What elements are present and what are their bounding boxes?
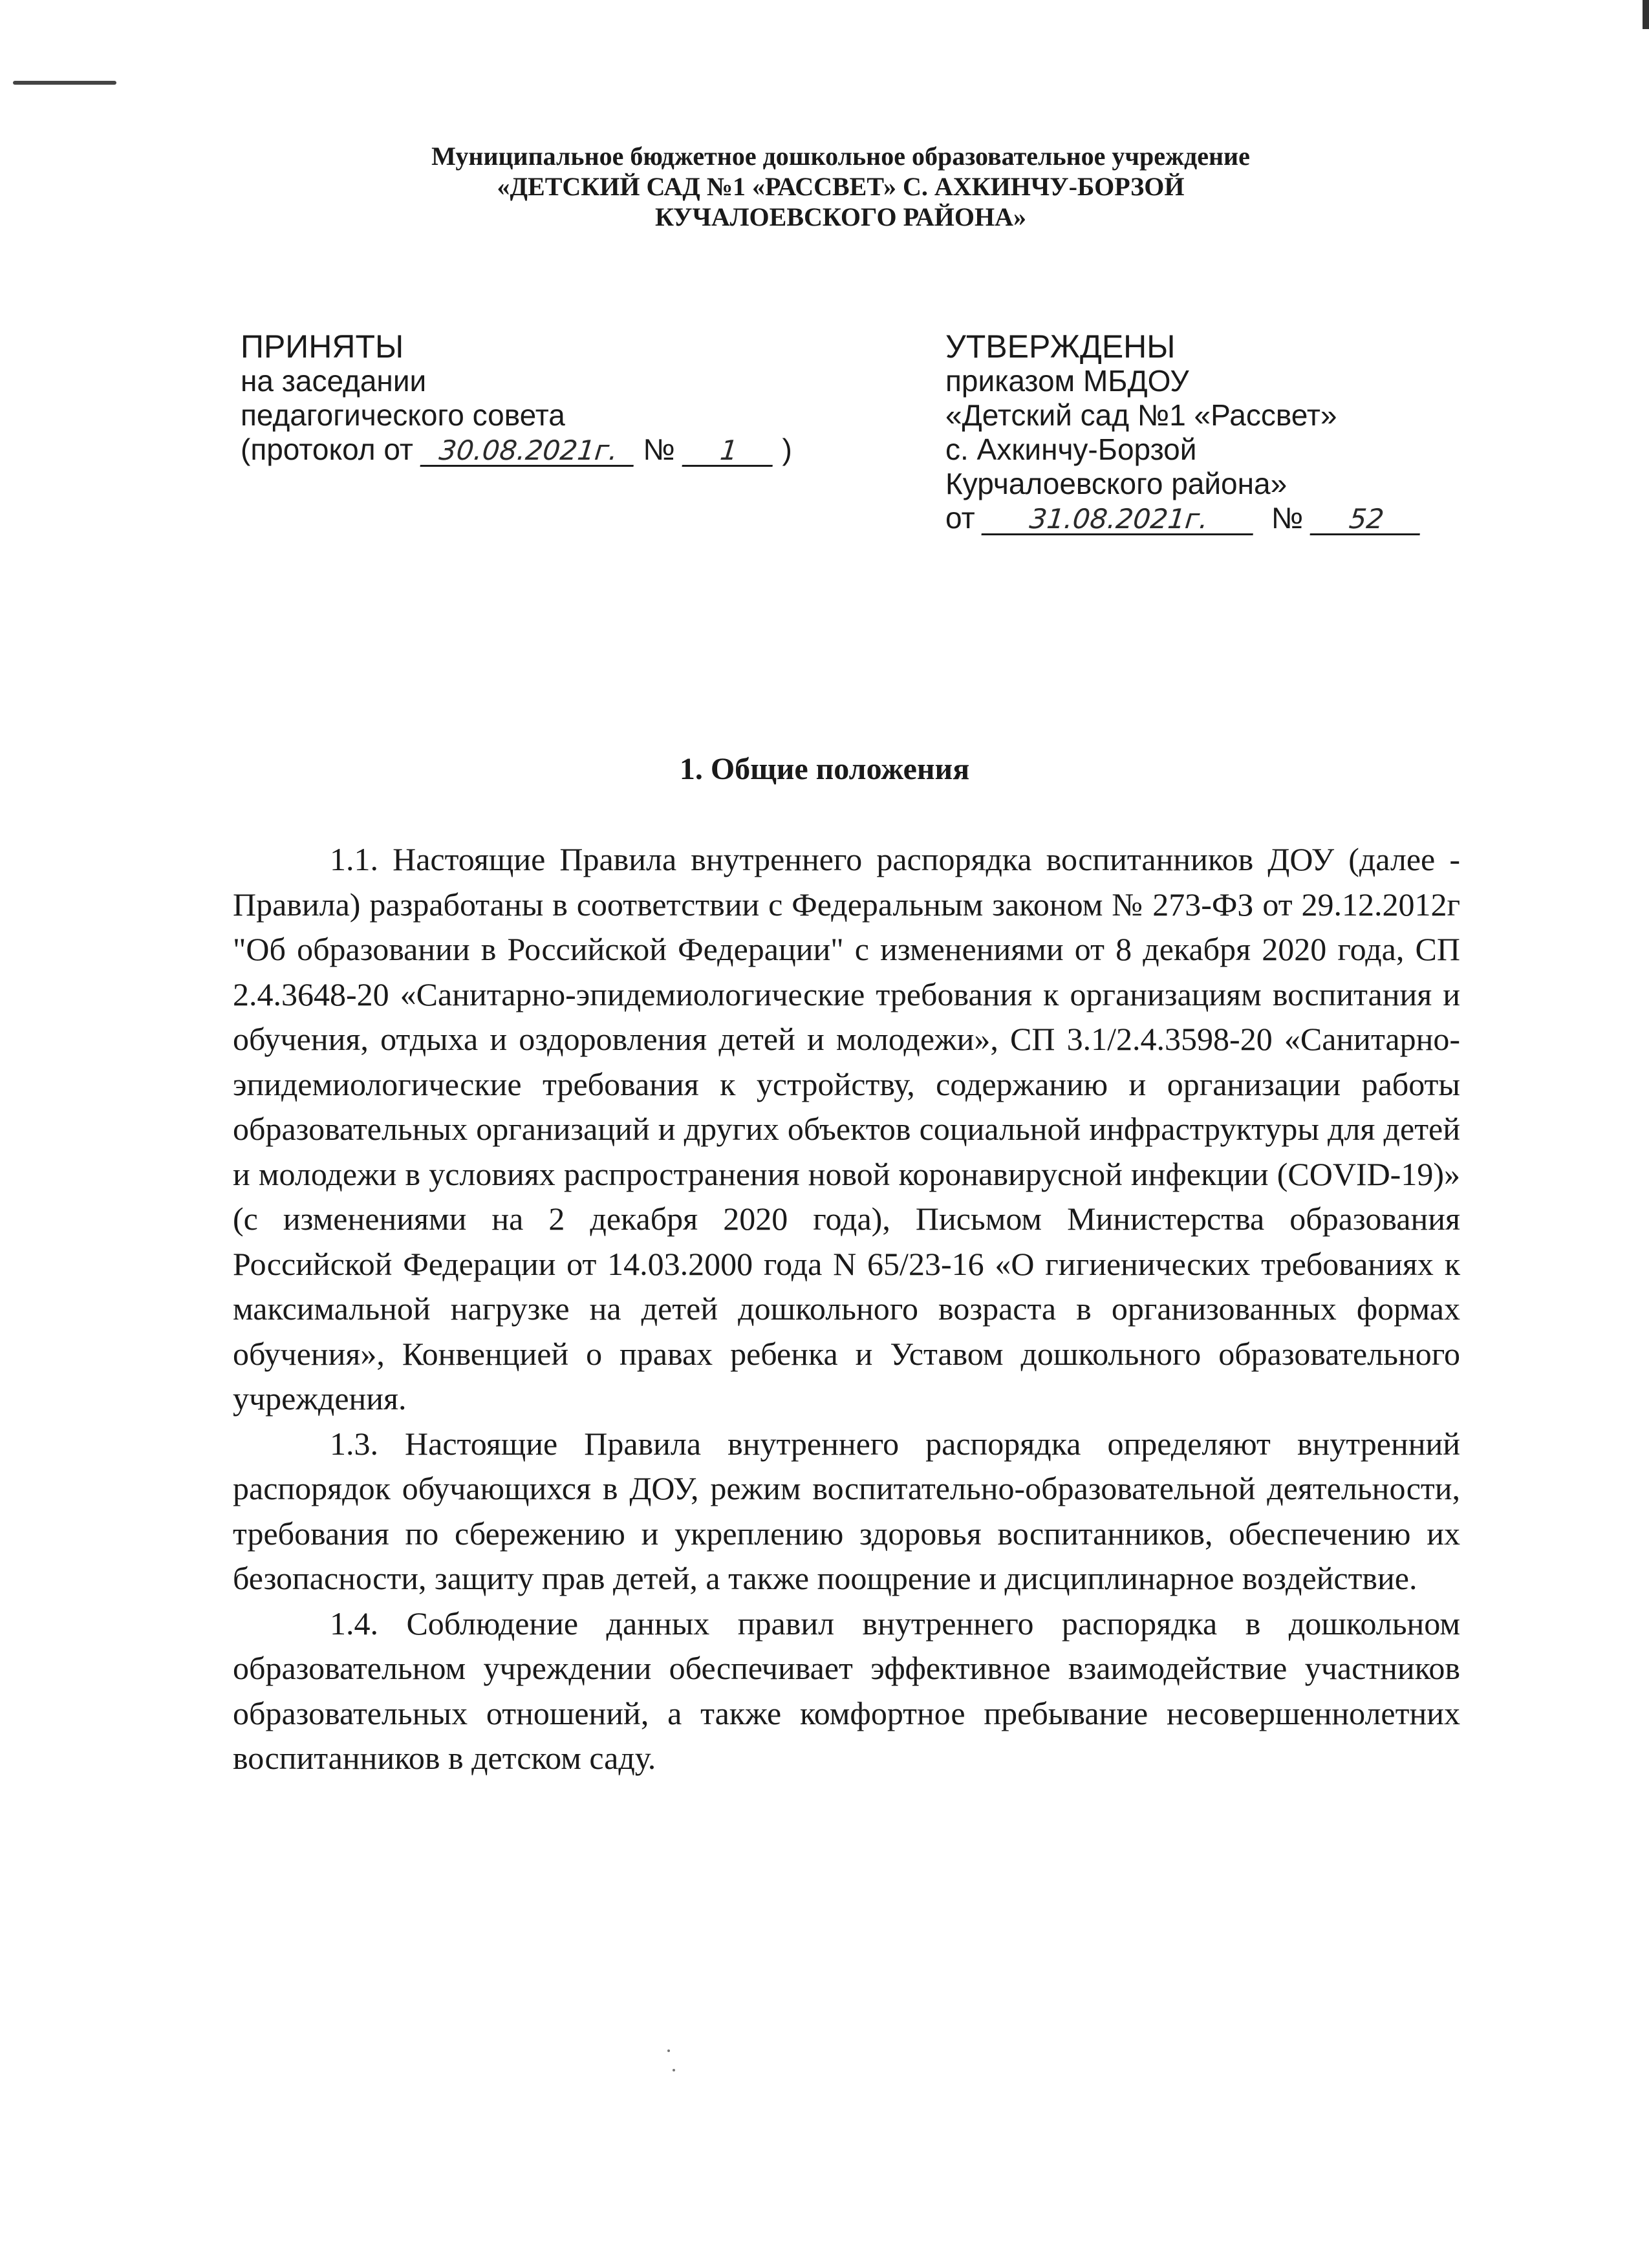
approved-line-village: с. Ахкинчу-Борзой [945, 433, 1197, 466]
accepted-line-council: педагогического совета [241, 398, 565, 432]
accepted-protocol-line [241, 433, 792, 467]
paragraph-1-1: 1.1. Настоящие Правила внутреннего распорядка воспитанников ДОУ (далее - Правила) разработаны в соответствии с Федеральным законом № 273-ФЗ от 29.12.2012г "Об образовании в Российской Федерации" с изменениями от 8 декабря 2020 года, СП 2.4.3648-20 «Санитарно-эпидемиологические требования к организациям воспитания и обучения, отдыха и оздоровления детей и молодежи», СП 3.1/2.4.3598-20 «Санитарно-эпидемиологические требования к устройству, содержанию и организации работы образовательных организаций и других объектов социальной инфраструктуры для детей и молодежи в условиях распространения новой коронавирусной инфекции (COVID-19)» (с изменениями на 2 декабря 2020 года), Письмом Министерства образования Российской Федерации от 14.03.2000 года N 65/23-16 «О гигиенических требованиях к максимальной нагрузке на детей дошкольного возраста в организованных формах обучения», Конвенцией о правах ребенка и Уставом дошкольного образовательного учреждения. [233, 841, 1460, 1417]
order-date-handwritten: 31.08.2021г. [982, 505, 1256, 535]
header-organization-district: КУЧАЛОЕВСКОГО РАЙОНА» [654, 202, 1027, 231]
accepted-title: ПРИНЯТЫ [241, 328, 404, 365]
protocol-prefix: (протокол от [241, 433, 422, 466]
approved-line-order: приказом МБДОУ [945, 364, 1189, 398]
order-date-prefix: от [945, 501, 984, 535]
section-body [233, 837, 1460, 1781]
order-number-handwritten: 52 [1310, 505, 1423, 535]
protocol-number-handwritten: 1 [682, 436, 775, 467]
paragraph-1-3: 1.3. Настоящие Правила внутреннего распорядка определяют внутренний распорядок обучающихся в ДОУ, режим воспитательно-образовательной деятельности, требования по сбережению и укреплению здоровья воспитанников, обеспечению их безопасности, защиту прав детей, а также поощрение и дисциплинарное воздействие. [233, 1425, 1460, 1596]
approved-order-line [945, 501, 1421, 535]
scan-artifact-line [13, 81, 116, 85]
accepted-block [241, 330, 792, 467]
header-organization-type: Муниципальное бюджетное дошкольное образовательное учреждение [431, 142, 1250, 171]
scan-artifact-corner [1643, 0, 1649, 29]
paragraph-1-4: 1.4. Соблюдение данных правил внутреннего распорядка в дошкольном образовательном учреждении обеспечивает эффективное взаимодействие участников образовательных отношений, а также комфортное пребывание несовершеннолетних воспитанников в детском саду. [233, 1605, 1460, 1776]
section-title: 1. Общие положения [679, 752, 970, 786]
approved-block [945, 330, 1421, 535]
document-header [259, 141, 1423, 232]
order-number-prefix: № [1255, 501, 1312, 535]
protocol-date-handwritten: 30.08.2021г. [420, 436, 636, 467]
approved-line-kindergarten: «Детский сад №1 «Рассвет» [945, 398, 1337, 432]
scan-artifact-dot [667, 2049, 670, 2052]
protocol-suffix: ) [773, 433, 792, 466]
protocol-number-prefix: № [634, 433, 684, 466]
scan-artifact-dot [673, 2069, 675, 2071]
approved-title: УТВЕРЖДЕНЫ [945, 328, 1176, 365]
header-organization-name: «ДЕТСКИЙ САД №1 «РАССВЕТ» С. АХКИНЧУ-БОРЗОЙ [497, 172, 1185, 201]
approved-line-district: Курчалоевского района» [945, 467, 1288, 500]
accepted-line-meeting: на заседании [241, 364, 427, 398]
